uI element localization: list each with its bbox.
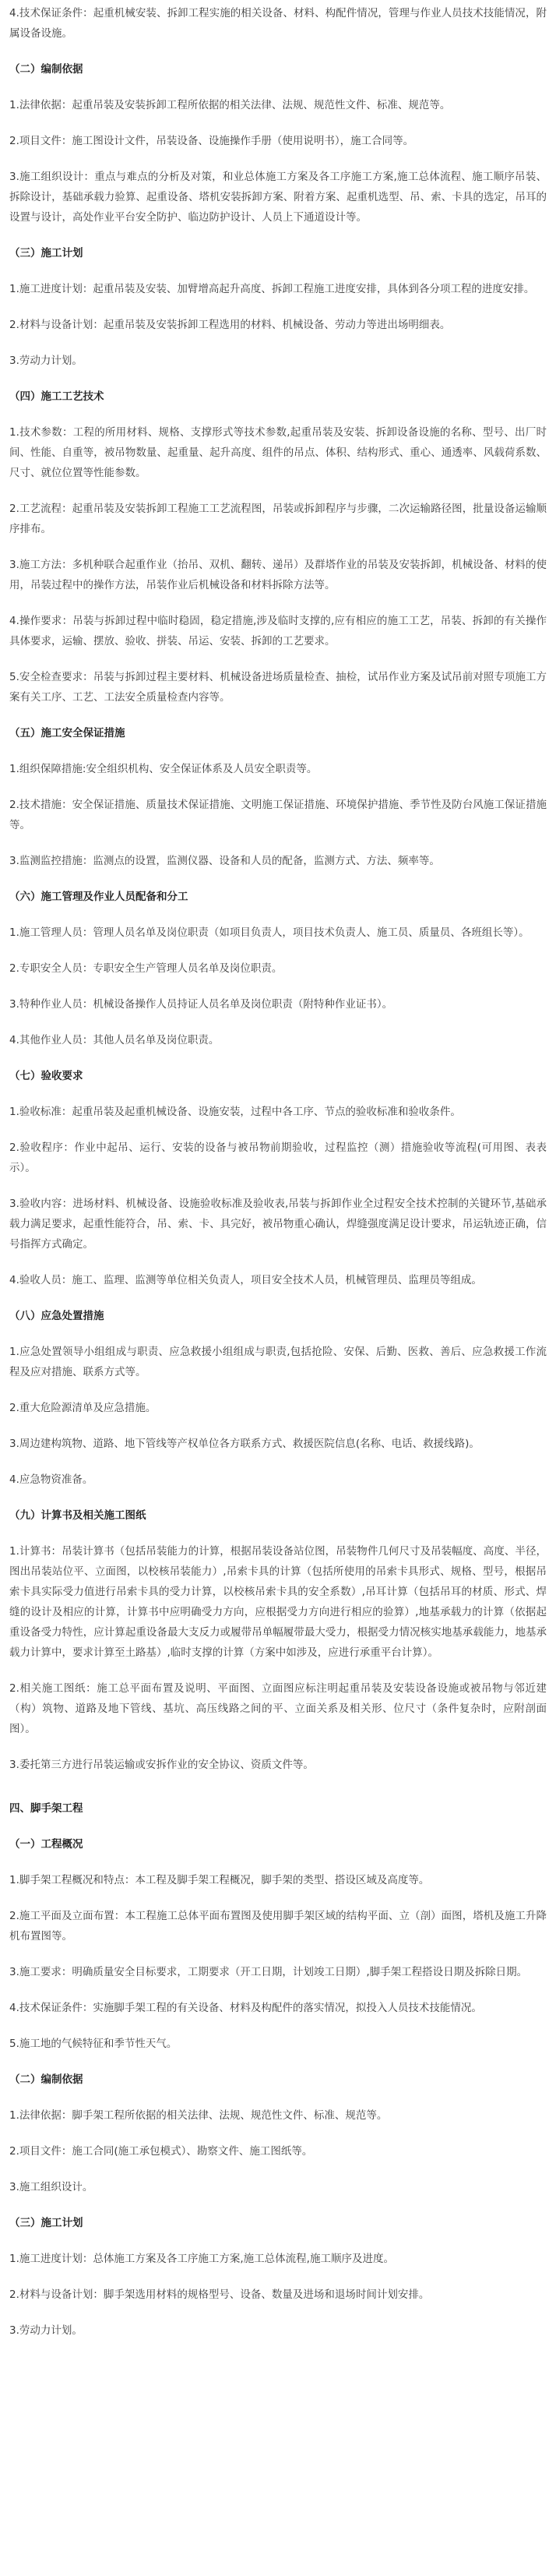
paragraph: 1.法律依据：脚手架工程所依据的相关法律、法规、规范性文件、标准、规范等。	[9, 2109, 388, 2122]
paragraph: 3.验收内容：进场材料、机械设备、设施验收标准及验收表,吊装与拆卸作业全过程安全技术控制的关键环节,基础承载力满足要求，起重性能符合，吊、索、卡、具完好，被吊物重心确认，焊缝强度满足设计要求，吊运轨迹正确，信号指挥方式确定。	[9, 1198, 547, 1251]
paragraph: 1.施工进度计划：总体施工方案及各工序施工方案,施工总体流程,施工顺序及进度。	[9, 2253, 394, 2265]
section-heading: （二）编制依据	[9, 2073, 83, 2086]
paragraph: 3.施工组织设计：重点与难点的分析及对策，和业总体施工方案及各工序施工方案,施工总体流程、施工顺序吊装、拆除设计，基础承载力验算、起重设备、塔机安装拆卸方案、附着方案、起重机选型、吊、索、卡具的选定，吊耳的设置与设计，高处作业平台安全防护、临边防护设计、人员上下通道设计等。	[9, 171, 547, 224]
paragraph: 1.应急处置领导小组组成与职责、应急救援小组组成与职责,包括抢险、安保、后勤、医救、善后、应急救援工作流程及应对措施、联系方式等。	[9, 1346, 547, 1378]
section-heading: （六）施工管理及作业人员配备和分工	[9, 891, 188, 903]
paragraph: 2.施工平面及立面布置：本工程施工总体平面布置图及使用脚手架区域的结构平面、立（剖）面图，塔机及施工升降机布置图等。	[9, 1910, 547, 1943]
paragraph: 1.组织保障措施:安全组织机构、安全保证体系及人员安全职责等。	[9, 763, 318, 775]
paragraph: 4.应急物资准备。	[9, 1473, 93, 1486]
paragraph: 2.项目文件：施工图设计文件，吊装设备、设施操作手册（使用说明书），施工合同等。	[9, 135, 414, 147]
section-heading: （九）计算书及相关施工图纸	[9, 1509, 146, 1522]
paragraph: 1.施工进度计划：起重吊装及安装、加臂增高起升高度、拆卸工程施工进度安排，具体到各分项工程的进度安排。	[9, 283, 535, 295]
paragraph: 2.验收程序：作业中起吊、运行、安装的设备与被吊物前期验收，过程监控（测）措施验收等流程(可用图、表表示）。	[9, 1142, 547, 1174]
paragraph: 1.脚手架工程概况和特点：本工程及脚手架工程概况，脚手架的类型、搭设区域及高度等。	[9, 1874, 430, 1886]
section-heading: （一）工程概况	[9, 1838, 83, 1851]
paragraph: 1.法律依据：起重吊装及安装拆卸工程所依据的相关法律、法规、规范性文件、标准、规范等。	[9, 99, 451, 111]
paragraph: 5.施工地的气候特征和季节性天气。	[9, 2038, 178, 2050]
paragraph: 3.监测监控措施：监测点的设置，监测仪器、设备和人员的配备，监测方式、方法、频率等。	[9, 855, 440, 867]
paragraph: 1.技术参数：工程的所用材料、规格、支撑形式等技术参数,起重吊装及安装、拆卸设备设施的名称、型号、出厂时间、性能、自重等，被吊物数量、起重量、起升高度、组件的吊点、体积、结构形式、重心、通透率、风载荷系数、尺寸、就位位置等性能参数。	[9, 426, 547, 479]
paragraph: 1.计算书：吊装计算书（包括吊装能力的计算，根据吊装设备站位图，吊装物件几何尺寸及吊装幅度、高度、半径，图出吊装站位平、立面图，以校核吊装能力）,吊索卡具的计算（包括所使用的吊索卡具形式、规格、型号，根据吊索卡具实际受力值进行吊索卡具的受力计算，以校核吊索卡具的安全系数）,吊耳计算（包括吊耳的材质、形式、焊缝的设计及相应的计算，计算书中应明确受力方向，应根据受力方向进行相应的验算）,地基承载力的计算（依据起重设备受力特性，应计算起重设备最大支反力或履带吊单幅履带最大受力，根据受力情况核实地基承载能力，地基承载力计算中，要求计算至土路基）,临时支撑的计算（方案中如涉及，应进行承重平台计算）。	[9, 1545, 547, 1659]
paragraph: 4.操作要求：吊装与拆卸过程中临时稳固，稳定措施,涉及临时支撑的,应有相应的施工工艺，吊装、拆卸的有关操作具体要求，运输、摆放、验收、拼装、吊运、安装、拆卸的工艺要求。	[9, 615, 547, 648]
paragraph: 3.委托第三方进行吊装运输或安拆作业的安全协议、资质文件等。	[9, 1759, 314, 1771]
paragraph: 3.劳动力计划。	[9, 355, 83, 367]
paragraph: 2.专职安全人员：专职安全生产管理人员名单及岗位职责。	[9, 962, 283, 975]
paragraph: 3.周边建构筑物、道路、地下管线等产权单位各方联系方式、救援医院信息(名称、电话、救援线路)。	[9, 1438, 480, 1450]
section-heading: （二）编制依据	[9, 63, 83, 76]
paragraph: 2.工艺流程：起重吊装及安装拆卸工程施工工艺流程图，吊装或拆卸程序与步骤，二次运输路径图，批量设备运输顺序排布。	[9, 503, 547, 535]
paragraph: 2.材料与设备计划：起重吊装及安装拆卸工程选用的材料、机械设备、劳动力等进出场明细表。	[9, 319, 451, 331]
section-heading: （四）施工工艺技术	[9, 390, 104, 403]
section-heading: （八）应急处置措施	[9, 1310, 104, 1322]
section-heading: （七）验收要求	[9, 1070, 83, 1082]
paragraph: 3.施工要求：明确质量安全目标要求，工期要求（开工日期，计划竣工日期）,脚手架工程搭设日期及拆除日期。	[9, 1966, 528, 1978]
section-heading: （五）施工安全保证措施	[9, 727, 125, 739]
paragraph: 4.其他作业人员：其他人员名单及岗位职责。	[9, 1034, 220, 1046]
paragraph: 3.施工组织设计。	[9, 2181, 93, 2193]
paragraph: 4.验收人员：施工、监理、监测等单位相关负责人，项目安全技术人员，机械管理员、监理员等组成。	[9, 1274, 482, 1286]
paragraph: 1.验收标准：起重吊装及起重机械设备、设施安装，过程中各工序、节点的验收标准和验收条件。	[9, 1106, 461, 1118]
paragraph: 2.材料与设备计划：脚手架选用材料的规格型号、设备、数量及进场和退场时间计划安排。	[9, 2288, 430, 2301]
paragraph: 2.相关施工图纸：施工总平面布置及说明、平面图、立面图应标注明起重吊装及安装设备设施或被吊物与邻近建（构）筑物、道路及地下管线、基坑、高压线路之间的平、立面关系及相关形、位尺寸（条件复杂时，应附剖面图）。	[9, 1682, 547, 1735]
paragraph: 3.特种作业人员：机械设备操作人员持证人员名单及岗位职责（附特种作业证书）。	[9, 998, 393, 1011]
paragraph: 2.技术措施：安全保证措施、质量技术保证措施、文明施工保证措施、环境保护措施、季节性及防台风施工保证措施等。	[9, 799, 547, 831]
paragraph: 4.技术保证条件：起重机械安装、拆卸工程实施的相关设备、材料、构配件情况，管理与作业人员技术技能情况，附属设备设施。	[9, 7, 547, 40]
section-heading: 四、脚手架工程	[9, 1802, 83, 1815]
paragraph: 4.技术保证条件：实施脚手架工程的有关设备、材料及构配件的落实情况，拟投入人员技术技能情况。	[9, 2002, 482, 2014]
section-heading: （三）施工计划	[9, 247, 83, 259]
paragraph: 2.项目文件：施工合同(施工承包模式）、勘察文件、施工图纸等。	[9, 2145, 313, 2158]
paragraph: 3.劳动力计划。	[9, 2324, 83, 2337]
paragraph: 3.施工方法：多机种联合起重作业（抬吊、双机、翻转、递吊）及群塔作业的吊装及安装拆卸，机械设备、材料的使用，吊装过程中的操作方法，吊装作业后机械设备和材料拆除方法等。	[9, 559, 547, 591]
paragraph: 5.安全检查要求：吊装与拆卸过程主要材料、机械设备进场质量检查、抽检，试吊作业方案及试吊前对照专项施工方案有关工序、工艺、工法安全质量检查内容等。	[9, 671, 547, 704]
paragraph: 2.重大危险源清单及应急措施。	[9, 1402, 157, 1414]
paragraph: 1.施工管理人员：管理人员名单及岗位职责（如项目负责人，项目技术负责人、施工员、质量员、各班组长等）。	[9, 926, 530, 939]
section-heading: （三）施工计划	[9, 2217, 83, 2229]
